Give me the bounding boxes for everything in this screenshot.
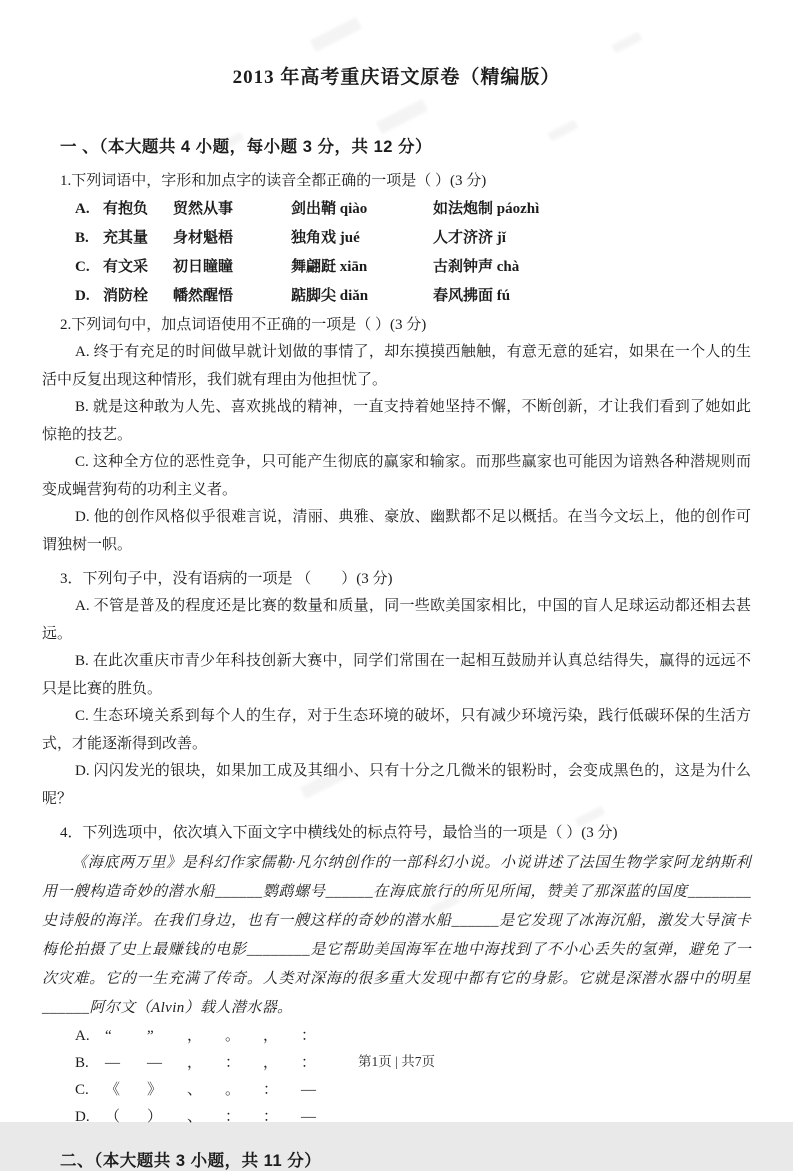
question-2-stem: 2.下列词句中，加点词语使用不正确的一项是（ ）(3 分): [60, 317, 427, 333]
punctuation-cell: ，: [187, 1028, 203, 1044]
option-label: C.: [75, 1082, 89, 1098]
question-3-option-c: C. 生态环境关系到每个人的生存，对于生态环境的破坏，只有减少环境污染，践行低碳环保的生活方式，才能逐渐得到改善。: [42, 708, 751, 752]
question-1-stem: 1.下列词语中，字形和加点字的读音全都正确的一项是（ ）(3 分): [60, 173, 487, 189]
option-word: 消防栓: [103, 288, 149, 304]
option-label: A.: [75, 201, 90, 217]
question-2-option-c: C. 这种全方位的恶性竞争，只可能产生彻底的赢家和输家。而那些赢家也可能因为谙熟各种潜规则而变成蝇营狗苟的功利主义者。: [42, 454, 751, 498]
question-1-option-c: [42, 253, 751, 282]
punctuation-cell: “: [105, 1028, 112, 1044]
question-4-passage: 《海底两万里》是科幻作家儒勒·凡尔纳创作的一部科幻小说。小说讲述了法国生物学家阿龙纳斯利用一艘构造奇妙的潜水船______鹦鹉螺号______在海底旅行的所见所闻，赞美了那深蓝的国度________史诗般的海洋。在我们身边，也有一艘这样的奇妙的潜水船______是它发现了冰海沉船，激发大导演卡梅伦拍摄了史上最赚钱的电影________是它帮助美国海军在地中海找到了不小心丢失的氢弹，避免了一次灾难。它的一生充满了传奇。人类对深海的很多重大发现中都有它的身影。它就是深潜水器中的明星______阿尔文（Alvin）载人潜水器。: [42, 855, 751, 1016]
question-1-option-d: [42, 282, 751, 311]
option-word: 古刹钟声 chà: [433, 259, 520, 275]
option-word: 舞翩跹 xiān: [291, 259, 368, 275]
punctuation-cell: ：: [225, 1109, 241, 1125]
punctuation-cell: ：: [263, 1109, 279, 1125]
punctuation-cell: —: [301, 1109, 316, 1125]
punctuation-cell: ”: [147, 1028, 154, 1044]
question-2: [42, 311, 751, 559]
punctuation-cell: 》: [147, 1082, 163, 1098]
option-word: 初日瞳瞳: [173, 259, 234, 275]
question-4-option-c: [42, 1077, 751, 1104]
punctuation-cell: ：: [301, 1028, 317, 1044]
page-title: 2013 年高考重庆语文原卷（精编版）: [232, 67, 561, 88]
punctuation-cell: ：: [263, 1082, 279, 1098]
option-label: A.: [75, 1028, 90, 1044]
option-word: 踮脚尖 diǎn: [291, 288, 369, 304]
punctuation-cell: （: [105, 1109, 121, 1125]
question-4-option-d: [42, 1104, 751, 1131]
option-word: 身材魁梧: [173, 230, 234, 246]
question-2-option-a: A. 终于有充足的时间做早就计划做的事情了，却东摸摸西触触，有意无意的延宕，如果在一个人的生活中反复出现这种情形，我们就有理由为他担忧了。: [42, 344, 751, 388]
section-two-heading: 二、（本大题共 3 小题，共 11 分）: [60, 1152, 322, 1170]
question-3-stem: 3．下列句子中，没有语病的一项是 （ ）(3 分): [60, 571, 393, 587]
option-word: 有文采: [103, 259, 149, 275]
option-label: D.: [75, 288, 90, 304]
question-3: [42, 565, 751, 813]
question-1-option-b: [42, 224, 751, 253]
question-2-option-d: D. 他的创作风格似乎很难言说，清丽、典雅、豪放、幽默都不足以概括。在当今文坛上，他的创作可谓独树一帜。: [42, 509, 751, 553]
question-1-option-a: [42, 195, 751, 224]
option-label: B.: [75, 230, 89, 246]
punctuation-cell: ，: [263, 1055, 279, 1071]
punctuation-cell: 、: [187, 1109, 203, 1125]
question-4-stem: 4．下列选项中，依次填入下面文字中横线处的标点符号，最恰当的一项是（ ）(3 分): [60, 825, 618, 841]
question-4: [42, 819, 751, 1131]
question-1: [42, 167, 751, 311]
punctuation-cell: 、: [187, 1082, 203, 1098]
option-word: 人才济济 jǐ: [433, 230, 506, 246]
question-3-option-d: D. 闪闪发光的银块，如果加工成及其细小、只有十分之几微米的银粉时，会变成黑色的，这是为什么呢？: [42, 763, 751, 807]
punctuation-cell: —: [301, 1082, 316, 1098]
option-word: 如法炮制 páozhì: [433, 201, 540, 217]
option-word: 独角戏 jué: [291, 230, 360, 246]
option-label: C.: [75, 259, 90, 275]
punctuation-cell: —: [105, 1055, 120, 1071]
punctuation-cell: ，: [263, 1028, 279, 1044]
option-label: B.: [75, 1055, 89, 1071]
punctuation-cell: 。: [225, 1028, 241, 1044]
option-label: D.: [75, 1109, 90, 1125]
option-word: 充其量: [103, 230, 149, 246]
option-word: 有抱负: [103, 201, 149, 217]
option-word: 剑出鞘 qiào: [291, 201, 368, 217]
punctuation-cell: ：: [301, 1055, 317, 1071]
option-word: 幡然醒悟: [173, 288, 234, 304]
punctuation-cell: 《: [105, 1082, 121, 1098]
question-3-option-a: A. 不管是普及的程度还是比赛的数量和质量，同一些欧美国家相比，中国的盲人足球运动都还相去甚远。: [42, 598, 751, 642]
punctuation-cell: —: [147, 1055, 162, 1071]
punctuation-cell: ，: [187, 1055, 203, 1071]
punctuation-cell: 。: [225, 1082, 241, 1098]
section-one-heading: 一 、（本大题共 4 小题，每小题 3 分，共 12 分）: [60, 138, 433, 156]
question-3-option-b: B. 在此次重庆市青少年科技创新大赛中，同学们常围在一起相互鼓励并认真总结得失，赢得的远远不只是比赛的胜负。: [42, 653, 751, 697]
question-4-option-a: [42, 1023, 751, 1050]
question-2-option-b: B. 就是这种敢为人先、喜欢挑战的精神，一直支持着她坚持不懈，不断创新，才让我们看到了她如此惊艳的技艺。: [42, 399, 751, 443]
punctuation-cell: ）: [147, 1109, 163, 1125]
page-footer: 第1页 | 共7页: [358, 1054, 435, 1069]
option-word: 贸然从事: [173, 201, 234, 217]
punctuation-cell: ：: [225, 1055, 241, 1071]
option-word: 春风拂面 fú: [433, 288, 511, 304]
